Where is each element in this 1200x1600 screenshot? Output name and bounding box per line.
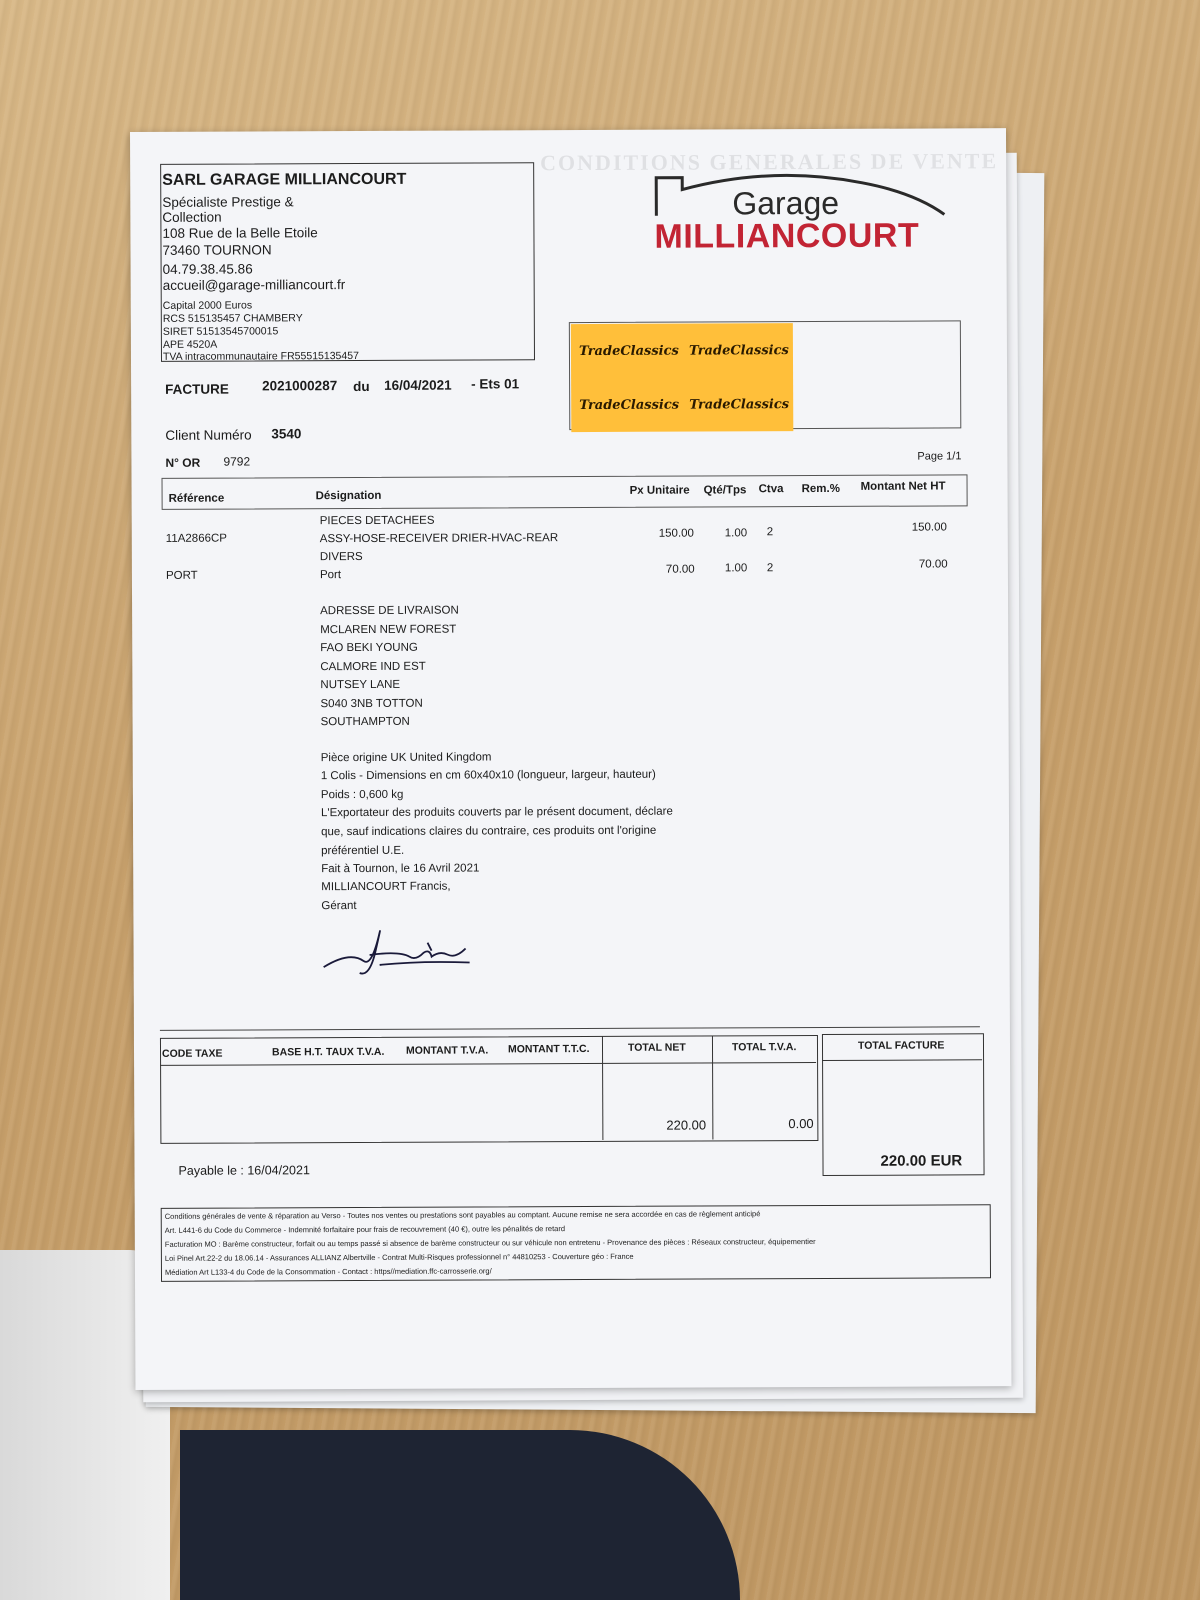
- footer-line: Art. L441-6 du Code du Commerce - Indemnité forfaitaire pour frais de recouvrement (40 €), outre les pénalités de retard: [164, 1224, 566, 1235]
- client-number: 3540: [271, 426, 302, 442]
- row1-qte: 1.00: [724, 527, 748, 540]
- total-tva-value: 0.00: [788, 1116, 814, 1132]
- sticker-text-3: TradeClassics: [579, 397, 680, 414]
- row2-designation: Port: [319, 569, 342, 582]
- company-street: 108 Rue de la Belle Etoile: [162, 225, 318, 241]
- trade-classics-sticker: [571, 323, 793, 432]
- invoice-du: du: [353, 378, 370, 395]
- footer-line: Loi Pinel Art.22-2 du 18.06.14 - Assurances ALLIANZ Albertville - Contrat Multi-Risques professionnel n° 44810253 - Couverture géo : France: [164, 1251, 634, 1263]
- company-city: 73460 TOURNON: [162, 242, 272, 258]
- total-net-header: TOTAL NET: [627, 1041, 686, 1054]
- company-ape: APE 4520A: [162, 338, 218, 351]
- total-facture-header: TOTAL FACTURE: [857, 1039, 945, 1052]
- or-label: N° OR: [165, 455, 201, 470]
- header-qte: Qté/Tps: [703, 484, 747, 497]
- row2-px: 70.00: [665, 563, 695, 576]
- company-tva: TVA intracommunautaire FR55515135457: [162, 350, 359, 363]
- delivery-line: CALMORE IND EST: [320, 660, 426, 674]
- row1-montant: 150.00: [911, 521, 947, 534]
- note-line: 1 Colis - Dimensions en cm 60x40x10 (longueur, largeur, hauteur): [320, 768, 656, 783]
- sticker-text-4: TradeClassics: [689, 397, 790, 413]
- header-designation: Désignation: [315, 489, 382, 503]
- footer-line: Conditions générales de vente & réparation au Verso - Toutes nos ventes ou prestations sont payables au comptant. Aucune remise ne sera accordée en cas de règlement anticipé: [164, 1209, 761, 1221]
- invoice-ets: - Ets 01: [471, 376, 520, 392]
- row2-reference: PORT: [165, 569, 198, 582]
- section-divers: DIVERS: [319, 550, 363, 564]
- footer-line: Facturation MO : Barème constructeur, forfait ou au temps passé si absence de barème constructeur ou sur véhicule non entretenu - Provenance des pièces : Réseaux constructeur, équipementier: [164, 1237, 816, 1249]
- sticker-text-1: TradeClassics: [578, 343, 679, 360]
- delivery-line: FAO BEKI YOUNG: [320, 641, 418, 655]
- note-line: MILLIANCOURT Francis,: [321, 880, 451, 894]
- verso-show-through: CONDITIONS GENERALES DE VENTE: [540, 148, 999, 176]
- row1-ctva: 2: [766, 526, 774, 539]
- invoice-number: 2021000287: [262, 378, 338, 394]
- invoice-date: 16/04/2021: [384, 377, 452, 393]
- invoice-page: [130, 128, 1011, 1390]
- total-tva-header: TOTAL T.V.A.: [731, 1041, 797, 1054]
- company-tagline-2: Collection: [162, 209, 222, 225]
- logo-garage-text: Garage: [732, 184, 840, 222]
- note-line: Fait à Tournon, le 16 Avril 2021: [321, 862, 480, 876]
- header-ctva: Ctva: [758, 483, 784, 496]
- totals-divider: [160, 1026, 980, 1031]
- header-rem: Rem.%: [801, 482, 840, 496]
- table-header: [162, 474, 968, 510]
- row2-qte: 1.00: [724, 562, 748, 575]
- floor-shadow: [180, 1430, 740, 1600]
- header-montant: Montant Net HT: [860, 480, 946, 493]
- company-email: accueil@garage-milliancourt.fr: [162, 277, 346, 293]
- delivery-line: MCLAREN NEW FOREST: [320, 623, 457, 637]
- page-number: Page 1/1: [917, 450, 962, 463]
- note-line: que, sauf indications claires du contraire, ces produits ont l'origine: [321, 824, 657, 839]
- footer-line: Médiation Art L133-4 du Code de la Consommation - Contact : https//mediation.ffc-carrosserie.org/: [164, 1266, 492, 1277]
- payable-date: Payable le : 16/04/2021: [178, 1163, 310, 1178]
- company-rcs: RCS 515135457 CHAMBERY: [162, 312, 303, 325]
- row2-montant: 70.00: [918, 558, 948, 571]
- montant-ttc-header: MONTANT T.T.C.: [507, 1043, 590, 1056]
- note-line: Poids : 0,600 kg: [320, 788, 404, 802]
- base-ht-header: BASE H.T.: [271, 1046, 323, 1059]
- header-reference: Référence: [168, 492, 225, 505]
- company-phone: 04.79.38.45.86: [162, 261, 253, 277]
- manager-signature: [319, 920, 479, 981]
- company-siret: SIRET 51513545700015: [162, 325, 279, 338]
- tax-code-header: CODE TAXE: [161, 1047, 223, 1060]
- section-pieces: PIECES DETACHEES: [319, 514, 435, 528]
- invoice-label: FACTURE: [165, 381, 229, 397]
- note-line: Pièce origine UK United Kingdom: [320, 751, 492, 765]
- taux-tva-header: TAUX T.V.A.: [325, 1045, 385, 1059]
- row1-reference: 11A2866CP: [165, 532, 227, 545]
- note-line: Gérant: [321, 900, 357, 913]
- or-number: 9792: [223, 454, 251, 469]
- company-name: SARL GARAGE MILLIANCOURT: [162, 170, 407, 189]
- company-capital: Capital 2000 Euros: [162, 299, 253, 312]
- row2-ctva: 2: [766, 562, 774, 575]
- garage-logo: [652, 170, 952, 261]
- header-px-unitaire: Px Unitaire: [629, 484, 690, 497]
- delivery-line: S040 3NB TOTTON: [320, 697, 423, 711]
- sticker-text-2: TradeClassics: [688, 343, 789, 359]
- client-label: Client Numéro: [165, 427, 252, 443]
- delivery-line: NUTSEY LANE: [320, 678, 401, 692]
- note-line: L'Exportateur des produits couverts par le présent document, déclare: [320, 805, 673, 820]
- total-net-value: 220.00: [666, 1117, 707, 1133]
- delivery-line: SOUTHAMPTON: [320, 715, 410, 729]
- note-line: préférentiel U.E.: [321, 844, 405, 858]
- delivery-title: ADRESSE DE LIVRAISON: [320, 604, 459, 618]
- total-facture-value: 220.00 EUR: [880, 1152, 963, 1170]
- logo-milliancourt-text: MILLIANCOURT: [654, 216, 920, 256]
- row1-px: 150.00: [658, 527, 694, 540]
- row1-designation: ASSY-HOSE-RECEIVER DRIER-HVAC-REAR: [319, 532, 559, 546]
- company-tagline-1: Spécialiste Prestige &: [162, 194, 294, 210]
- montant-tva-header: MONTANT T.V.A.: [405, 1044, 489, 1057]
